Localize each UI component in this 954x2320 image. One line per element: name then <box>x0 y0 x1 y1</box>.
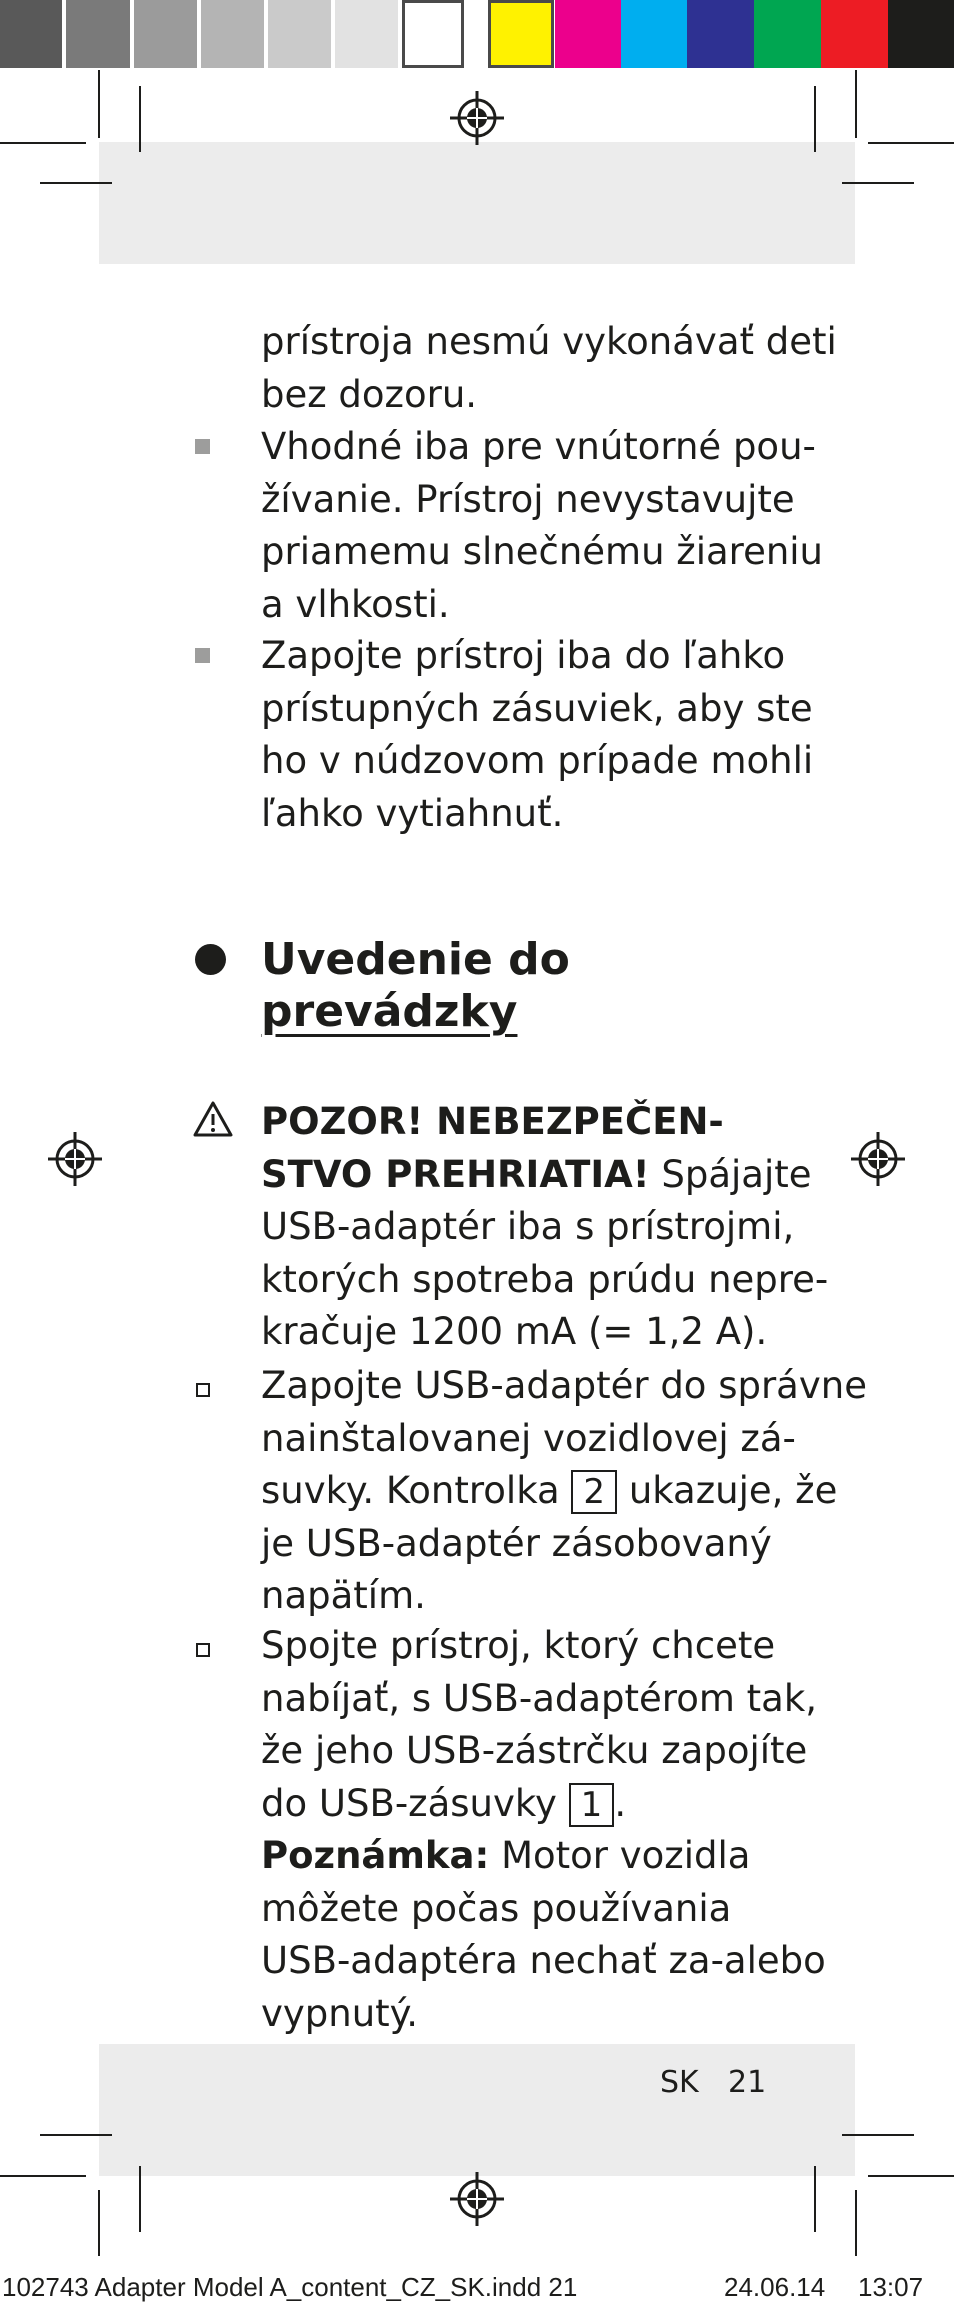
text-line: bez dozoru. <box>261 372 478 416</box>
intro-item-indoor-use <box>261 421 824 631</box>
swatch-gray-1 <box>0 0 62 68</box>
header-gray-band <box>99 142 855 264</box>
slug-time: 13:07 <box>858 2272 924 2302</box>
text-line: môžete počas používania <box>261 1886 732 1930</box>
swatch-white <box>402 0 464 68</box>
text-line: nainštalovanej vozidlovej zá- <box>261 1416 796 1460</box>
text-line: priamemu slnečnému žiareniu <box>261 530 824 573</box>
swatch-yellow <box>488 0 554 68</box>
text-line: Vhodné iba pre vnútorné pou- <box>261 425 816 468</box>
text-line: a vlhkosti. <box>261 582 450 626</box>
swatch-black <box>888 0 954 68</box>
swatch-red <box>821 0 888 68</box>
text-line: Spojte prístroj, ktorý chcete <box>261 1624 776 1667</box>
text-line: žívanie. Prístroj nevystavujte <box>261 477 795 521</box>
section-heading-line2: prevádzky <box>261 986 518 1037</box>
section-heading <box>261 934 570 1038</box>
footer-gray-band <box>99 2044 855 2176</box>
text-line: je USB-adaptér zásobovaný <box>261 1521 772 1565</box>
registration-mark-bottom <box>450 2172 504 2226</box>
square-bullet-icon <box>195 648 210 663</box>
text-line: ho v núdzovom prípade mohli <box>261 739 814 782</box>
indicator-ref-2: 2 <box>571 1470 617 1514</box>
text-line: prístroja nesmú vykonávať deti <box>261 320 837 363</box>
step-checkbox-icon <box>196 1643 210 1657</box>
text-line: ukazuje, že <box>617 1469 838 1512</box>
section-heading-line1: Uvedenie do <box>261 934 570 985</box>
text-line: kračuje 1200 mA (= 1,2 A). <box>261 1310 768 1353</box>
text-line: vypnutý. <box>261 1991 419 2035</box>
text-line: do USB-zásuvky <box>261 1781 569 1825</box>
swatch-magenta <box>555 0 621 68</box>
text-line: Spájajte <box>649 1152 812 1196</box>
text-line: suvky. Kontrolka <box>261 1469 572 1512</box>
swatch-gray-3 <box>134 0 197 68</box>
registration-mark-left <box>48 1132 102 1186</box>
swatch-gray-2 <box>66 0 130 68</box>
text-line: že jeho USB-zástrčku zapojíte <box>261 1729 808 1772</box>
page-number: 21 <box>728 2065 767 2100</box>
warning-triangle-icon <box>192 1100 234 1138</box>
heading-bullet-icon <box>195 944 226 975</box>
intro-item-socket <box>261 630 814 840</box>
swatch-gray-4 <box>201 0 264 68</box>
swatch-blue <box>687 0 754 68</box>
text-line: ktorých spotreba prúdu nepre- <box>261 1257 829 1301</box>
swatch-green <box>754 0 821 68</box>
swatch-gray-6 <box>335 0 398 68</box>
slug-filename: 102743 Adapter Model A_content_CZ_SK.indd 21 <box>2 2272 578 2302</box>
step-checkbox-icon <box>196 1383 210 1397</box>
step-1 <box>261 1360 867 1623</box>
text-line: . <box>614 1781 627 1825</box>
text-line: napätím. <box>261 1574 426 1617</box>
slug-date: 24.06.14 <box>724 2272 826 2302</box>
language-code: SK <box>660 2065 699 2100</box>
registration-mark-top <box>450 91 504 145</box>
text-line: Zapojte prístroj iba do ľahko <box>261 634 786 677</box>
text-line: USB-adaptér iba s prístrojmi, <box>261 1205 795 1248</box>
swatch-gray-5 <box>268 0 331 68</box>
text-line: prístupných zásuviek, aby ste <box>261 686 813 730</box>
warning-text <box>261 1096 829 1359</box>
square-bullet-icon <box>195 439 210 454</box>
note-label: Poznámka: <box>261 1834 490 1877</box>
warning-title-cont: STVO PREHRIATIA! <box>261 1152 650 1196</box>
text-line: nabíjať, s USB-adaptérom tak, <box>261 1676 818 1720</box>
intro-item-continued <box>261 316 837 421</box>
step-2 <box>261 1620 826 2040</box>
text-line: Motor vozidla <box>489 1834 751 1877</box>
swatch-cyan <box>621 0 687 68</box>
text-line: Zapojte USB-adaptér do správne <box>261 1364 867 1407</box>
registration-mark-right <box>851 1132 905 1186</box>
socket-ref-1: 1 <box>569 1783 615 1827</box>
text-line: ľahko vytiahnuť. <box>261 791 564 835</box>
warning-title: POZOR! NEBEZPEČEN- <box>261 1100 724 1143</box>
text-line: USB-adaptéra nechať za-alebo <box>261 1939 826 1982</box>
